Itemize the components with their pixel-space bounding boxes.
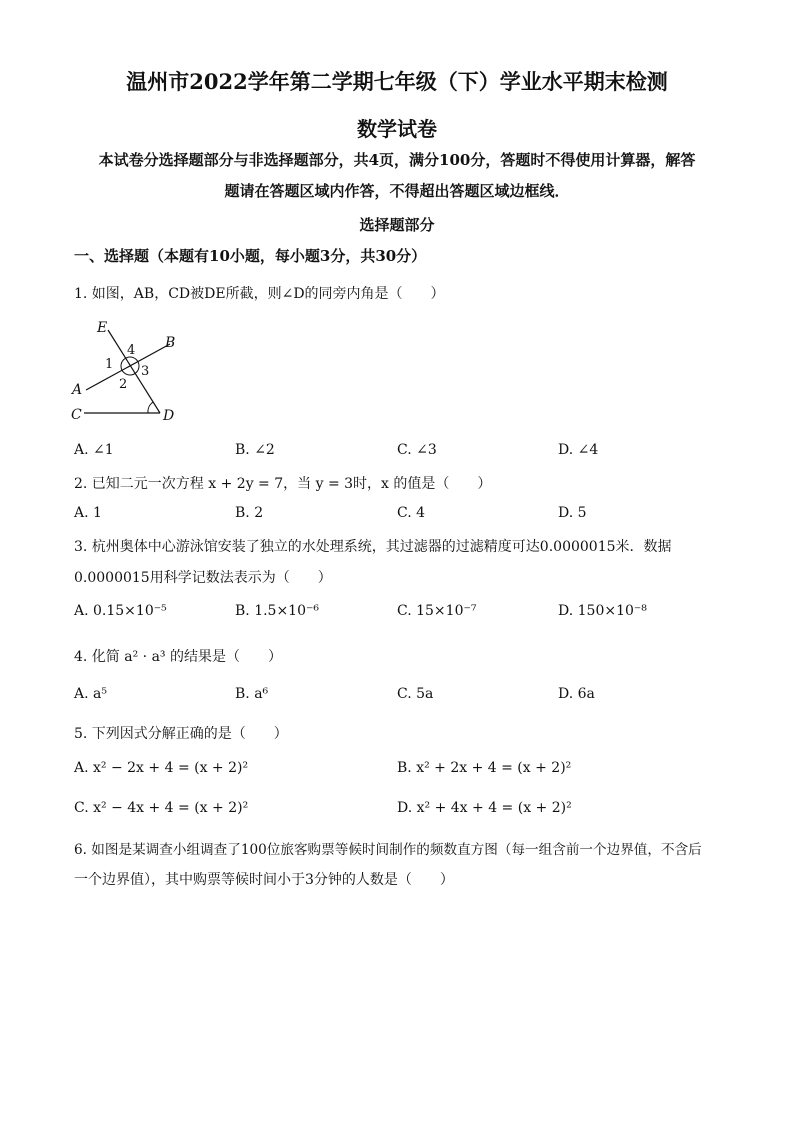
q3-option-d: D. 150×10⁻⁸ [558,603,647,619]
q3-option-a: A. 0.15×10⁻⁵ [74,603,167,619]
q4-option-a: A. a⁵ [74,686,107,702]
q2-option-b: B. 2 [235,505,264,521]
q1-option-d: D. ∠4 [558,442,599,458]
question-3-line-2: 0.0000015用科学记数法表示为（ ） [74,570,332,586]
q3-option-b: B. 1.5×10⁻⁶ [235,603,319,619]
label-b: B [165,335,176,351]
label-d: D [163,408,175,424]
question-4-text: 4. 化简 a² · a³ 的结果是（ ） [74,649,282,665]
q5-option-a: A. x² − 2x + 4 = (x + 2)² [74,760,249,776]
angle-d-arc [148,402,153,413]
question-6-line-2: 一个边界值），其中购票等候时间小于3分钟的人数是（ ） [74,872,454,888]
q5-option-d: D. x² + 4x + 4 = (x + 2)² [397,800,572,816]
label-angle-3: 3 [141,364,150,379]
q1-option-c: C. ∠3 [397,442,437,458]
part-heading: 一、选择题（本题有10小题，每小题3分，共30分） [74,247,427,265]
question-1-figure [62,316,192,428]
label-e: E [97,320,108,336]
question-1-text: 1. 如图，AB，CD被DE所截，则∠D的同旁内角是（ ） [74,286,445,302]
q5-option-b: B. x² + 2x + 4 = (x + 2)² [397,760,572,776]
q4-option-c: C. 5a [397,686,434,702]
q1-option-a: A. ∠1 [74,442,114,458]
q2-option-a: A. 1 [74,505,102,521]
label-c: C [71,407,82,423]
question-2-text: 2. 已知二元一次方程 x + 2y = 7，当 y = 3时，x 的值是（ ） [74,476,492,492]
q4-option-b: B. a⁶ [235,686,269,702]
label-angle-2: 2 [119,377,128,392]
question-3-line-1: 3. 杭州奥体中心游泳馆安装了独立的水处理系统，其过滤器的过滤精度可达0.0000015米．数据 [74,539,672,555]
label-angle-4: 4 [127,343,136,358]
q2-option-c: C. 4 [397,505,426,521]
question-5-text: 5. 下列因式分解正确的是（ ） [74,726,288,742]
q5-option-c: C. x² − 4x + 4 = (x + 2)² [74,800,249,816]
intro-line-1: 本试卷分选择题部分与非选择题部分，共4页，满分100分，答题时不得使用计算器，解答 [98,151,696,169]
section-heading: 选择题部分 [359,216,435,234]
q2-option-d: D. 5 [558,505,587,521]
label-angle-1: 1 [105,357,114,372]
intro-line-2: 题请在答题区域内作答，不得超出答题区域边框线． [224,182,570,200]
exam-title: 温州市2022学年第二学期七年级（下）学业水平期末检测 [126,69,668,94]
q1-option-b: B. ∠2 [235,442,275,458]
q3-option-c: C. 15×10⁻⁷ [397,603,477,619]
exam-subtitle: 数学试卷 [357,117,437,141]
label-a: A [72,382,83,398]
q4-option-d: D. 6a [558,686,595,702]
question-6-line-1: 6. 如图是某调查小组调查了100位旅客购票等候时间制作的频数直方图（每一组含前一个边界值，不含后 [74,842,702,858]
